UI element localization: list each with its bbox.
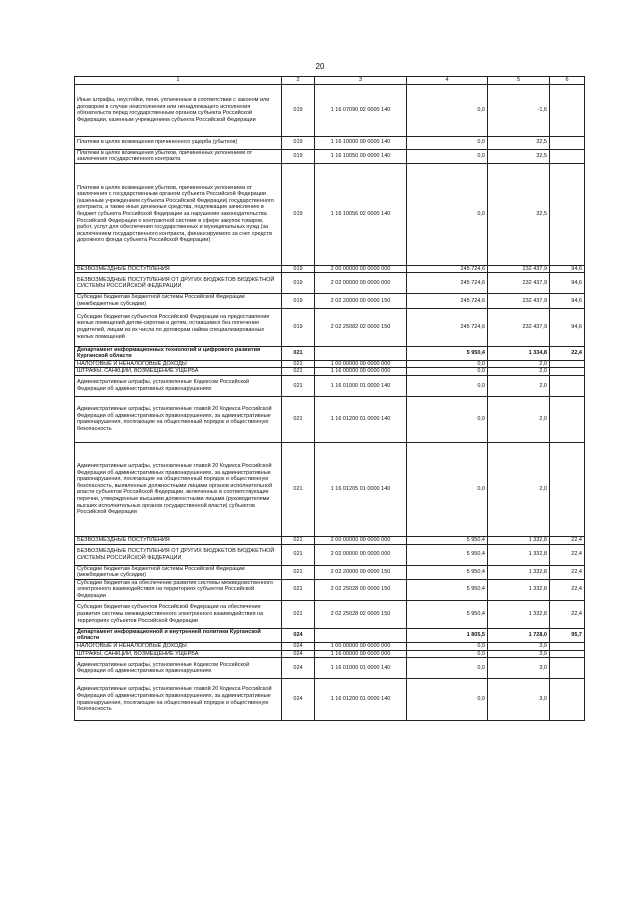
admin-code: 021: [282, 346, 315, 360]
budget-classification-code: 2 02 00000 00 0000 000: [315, 544, 407, 565]
budget-classification-code: 1 16 00000 00 0000 000: [315, 368, 407, 376]
table-row: [75, 642, 585, 650]
execution-percent: 22,4: [550, 346, 585, 360]
admin-code: 024: [282, 679, 315, 721]
execution-percent: 95,7: [550, 628, 585, 642]
admin-code: 021: [282, 536, 315, 544]
table-row: [75, 294, 585, 308]
planned-amount: 245 724,6: [407, 265, 488, 273]
actual-amount: 232 437,9: [488, 273, 550, 294]
admin-code: 019: [282, 308, 315, 346]
page-number: 20: [315, 62, 325, 71]
budget-classification-code: 2 02 25082 02 0000 150: [315, 308, 407, 346]
actual-amount: 1 332,8: [488, 544, 550, 565]
admin-code: 021: [282, 544, 315, 565]
row-name: Субсидии бюджетам на обеспечение развития системы межведомственного электронного взаимодействия на территориях субъектов Российской Федерации: [75, 579, 282, 600]
actual-amount: 2,0: [488, 375, 550, 396]
planned-amount: 5 950,4: [407, 600, 488, 628]
budget-classification-code: 1 00 00000 00 0000 000: [315, 360, 407, 368]
budget-classification-code: [315, 346, 407, 360]
budget-classification-code: 2 00 00000 00 0000 000: [315, 265, 407, 273]
execution-percent: [550, 84, 585, 136]
row-name: Субсидии бюджетам субъектов Российской Федерации на обеспечение развития системы межведомственного электронного взаимодействия на территориях субъектов Российской Федерации: [75, 600, 282, 628]
row-name: ШТРАФЫ, САНКЦИИ, ВОЗМЕЩЕНИЕ УЩЕРБА: [75, 368, 282, 376]
table-row: [75, 84, 585, 136]
planned-amount: 5 950,4: [407, 579, 488, 600]
column-number: 5: [488, 77, 550, 85]
planned-amount: 0,0: [407, 679, 488, 721]
column-number-row: [75, 77, 585, 85]
row-name: Административные штрафы, установленные главой 20 Кодекса Российской Федерации об административных правонарушениях, за административные правонарушения, посягающие на общественный порядок и общественную безопасность, выявленные должностными лицами органов исполнительной власти субъектов Российской Федерации, включенных в соответствующие перечни, утвержденные высшими должностными лицами (руководителями высших исполнительных органов государственной власти) субъектов Российской Федерации: [75, 442, 282, 536]
actual-amount: 232 437,9: [488, 308, 550, 346]
row-name: НАЛОГОВЫЕ И НЕНАЛОГОВЫЕ ДОХОДЫ: [75, 642, 282, 650]
table-row: [75, 149, 585, 163]
table-row: [75, 273, 585, 294]
planned-amount: 0,0: [407, 149, 488, 163]
actual-amount: 3,0: [488, 642, 550, 650]
execution-percent: [550, 360, 585, 368]
row-name: Субсидии бюджетам бюджетной системы Российской Федерации (межбюджетные субсидии): [75, 294, 282, 308]
row-name: Департамент информационных технологий и цифрового развития Курганской области: [75, 346, 282, 360]
planned-amount: 0,0: [407, 658, 488, 679]
admin-code: 021: [282, 565, 315, 579]
actual-amount: -1,6: [488, 84, 550, 136]
execution-percent: [550, 658, 585, 679]
actual-amount: 1 332,8: [488, 565, 550, 579]
execution-percent: [550, 163, 585, 265]
actual-amount: 32,5: [488, 136, 550, 149]
planned-amount: 0,0: [407, 375, 488, 396]
execution-percent: [550, 650, 585, 658]
row-name: Платежи в целях возмещения убытков, причиненных уклонением от заключения с государственным органом субъекта Российской Федерации (казенным учреждением субъекта Российской Федерации) государственного контракта, а также иные денежные средства, подлежащие зачислению в бюджет субъекта Российской Федерации за нарушение законодательства Российской Федерации о контрактной системе в сфере закупок товаров, работ, услуг для обеспечения государственных и муниципальных нужд (за исключением государственного контракта, финансируемого за счет средств дорожного фонда субъекта Российской Федерации): [75, 163, 282, 265]
admin-code: 024: [282, 650, 315, 658]
table-row: [75, 396, 585, 442]
planned-amount: 5 950,4: [407, 544, 488, 565]
planned-amount: 245 724,6: [407, 273, 488, 294]
budget-classification-code: 1 16 10000 00 0000 140: [315, 136, 407, 149]
actual-amount: 2,0: [488, 368, 550, 376]
budget-classification-code: 2 02 25028 00 0000 150: [315, 579, 407, 600]
row-name: Административные штрафы, установленные главой 20 Кодекса Российской Федерации об административных правонарушениях, за административные правонарушения, посягающие на общественный порядок и общественную безопасность: [75, 396, 282, 442]
admin-code: 021: [282, 600, 315, 628]
table-row: [75, 650, 585, 658]
budget-classification-code: 1 16 01200 01 0000 140: [315, 396, 407, 442]
execution-percent: 94,6: [550, 273, 585, 294]
row-name: Субсидии бюджетам субъектов Российской Федерации на предоставление жилых помещений детям-сиротам и детям, оставшимся без попечения родителей, лицам из их числа по договорам найма специализированных жилых помещений: [75, 308, 282, 346]
table-row: [75, 265, 585, 273]
execution-percent: 22,4: [550, 579, 585, 600]
column-number: 4: [407, 77, 488, 85]
table-body: [75, 84, 585, 721]
table-row: [75, 600, 585, 628]
table-row: [75, 163, 585, 265]
planned-amount: 5 950,4: [407, 346, 488, 360]
table-row: [75, 679, 585, 721]
admin-code: 024: [282, 628, 315, 642]
planned-amount: 245 724,6: [407, 294, 488, 308]
table-row: [75, 579, 585, 600]
execution-percent: 94,6: [550, 265, 585, 273]
planned-amount: 245 724,6: [407, 308, 488, 346]
row-name: Платежи в целях возмещения убытков, причиненных уклонением от заключения государственного контракта: [75, 149, 282, 163]
budget-classification-code: 1 16 01205 01 0000 140: [315, 442, 407, 536]
row-name: Платежи в целях возмещения причиненного ущерба (убытков): [75, 136, 282, 149]
planned-amount: 0,0: [407, 136, 488, 149]
table-row: [75, 658, 585, 679]
admin-code: 019: [282, 294, 315, 308]
admin-code: 021: [282, 360, 315, 368]
admin-code: 024: [282, 642, 315, 650]
budget-classification-code: 1 16 10056 02 0000 140: [315, 163, 407, 265]
actual-amount: 1 334,8: [488, 346, 550, 360]
budget-classification-code: 1 16 07090 02 0000 140: [315, 84, 407, 136]
table-row: [75, 136, 585, 149]
row-name: ШТРАФЫ, САНКЦИИ, ВОЗМЕЩЕНИЕ УЩЕРБА: [75, 650, 282, 658]
planned-amount: 0,0: [407, 163, 488, 265]
budget-classification-code: 1 16 00000 00 0000 000: [315, 650, 407, 658]
execution-percent: 22,4: [550, 544, 585, 565]
admin-code: 019: [282, 149, 315, 163]
planned-amount: 0,0: [407, 396, 488, 442]
budget-classification-code: 2 02 20000 00 0000 150: [315, 294, 407, 308]
actual-amount: 32,5: [488, 163, 550, 265]
actual-amount: 2,0: [488, 442, 550, 536]
row-name: БЕЗВОЗМЕЗДНЫЕ ПОСТУПЛЕНИЯ ОТ ДРУГИХ БЮДЖЕТОВ БЮДЖЕТНОЙ СИСТЕМЫ РОССИЙСКОЙ ФЕДЕРАЦИИ: [75, 273, 282, 294]
execution-percent: [550, 368, 585, 376]
row-name: Субсидии бюджетам бюджетной системы Российской Федерации (межбюджетные субсидии): [75, 565, 282, 579]
admin-code: 021: [282, 375, 315, 396]
table-row: [75, 368, 585, 376]
actual-amount: 2,0: [488, 360, 550, 368]
row-name: БЕЗВОЗМЕЗДНЫЕ ПОСТУПЛЕНИЯ: [75, 536, 282, 544]
actual-amount: 3,0: [488, 679, 550, 721]
actual-amount: 2,0: [488, 396, 550, 442]
row-name: НАЛОГОВЫЕ И НЕНАЛОГОВЫЕ ДОХОДЫ: [75, 360, 282, 368]
execution-percent: [550, 136, 585, 149]
admin-code: 024: [282, 658, 315, 679]
table-row: [75, 308, 585, 346]
budget-classification-code: 1 16 01200 01 0000 140: [315, 679, 407, 721]
table-row: [75, 442, 585, 536]
row-name: Административные штрафы, установленные Кодексом Российской Федерации об административных правонарушениях: [75, 375, 282, 396]
execution-percent: [550, 679, 585, 721]
execution-percent: 94,6: [550, 294, 585, 308]
admin-code: 021: [282, 396, 315, 442]
admin-code: 019: [282, 265, 315, 273]
admin-code: 021: [282, 368, 315, 376]
planned-amount: 0,0: [407, 442, 488, 536]
budget-classification-code: 2 02 00000 00 0000 000: [315, 273, 407, 294]
admin-code: 019: [282, 136, 315, 149]
actual-amount: 3,0: [488, 658, 550, 679]
actual-amount: 232 437,9: [488, 294, 550, 308]
planned-amount: 5 950,4: [407, 536, 488, 544]
row-name: Административные штрафы, установленные Кодексом Российской Федерации об административных правонарушениях: [75, 658, 282, 679]
execution-percent: [550, 396, 585, 442]
planned-amount: 0,0: [407, 84, 488, 136]
row-name: Департамент информационной и внутренней политики Курганской области: [75, 628, 282, 642]
budget-classification-code: [315, 628, 407, 642]
admin-code: 019: [282, 84, 315, 136]
table-row: [75, 346, 585, 360]
budget-classification-code: 2 02 20000 00 0000 150: [315, 565, 407, 579]
planned-amount: 0,0: [407, 642, 488, 650]
actual-amount: 32,5: [488, 149, 550, 163]
planned-amount: 0,0: [407, 360, 488, 368]
budget-classification-code: 1 00 00000 00 0000 000: [315, 642, 407, 650]
actual-amount: 3,0: [488, 650, 550, 658]
execution-percent: 22,4: [550, 536, 585, 544]
planned-amount: 0,0: [407, 650, 488, 658]
table-row: [75, 628, 585, 642]
actual-amount: 1 728,0: [488, 628, 550, 642]
column-number: 6: [550, 77, 585, 85]
execution-percent: [550, 642, 585, 650]
budget-classification-code: 2 02 25028 02 0000 150: [315, 600, 407, 628]
budget-classification-code: 1 16 01000 01 0000 140: [315, 658, 407, 679]
table-row: [75, 565, 585, 579]
execution-percent: [550, 149, 585, 163]
execution-percent: 22,4: [550, 565, 585, 579]
budget-revenue-table: [74, 76, 585, 721]
column-number: 2: [282, 77, 315, 85]
table-row: [75, 544, 585, 565]
actual-amount: 232 437,9: [488, 265, 550, 273]
planned-amount: 0,0: [407, 368, 488, 376]
table-row: [75, 536, 585, 544]
column-number: 1: [75, 77, 282, 85]
table-row: [75, 375, 585, 396]
actual-amount: 1 332,8: [488, 579, 550, 600]
execution-percent: [550, 442, 585, 536]
budget-classification-code: 2 00 00000 00 0000 000: [315, 536, 407, 544]
row-name: Административные штрафы, установленные главой 20 Кодекса Российской Федерации об административных правонарушениях, за административные правонарушения, посягающие на общественный порядок и общественную безопасность: [75, 679, 282, 721]
planned-amount: 5 950,4: [407, 565, 488, 579]
row-name: БЕЗВОЗМЕЗДНЫЕ ПОСТУПЛЕНИЯ: [75, 265, 282, 273]
budget-classification-code: 1 16 10050 00 0000 140: [315, 149, 407, 163]
row-name: БЕЗВОЗМЕЗДНЫЕ ПОСТУПЛЕНИЯ ОТ ДРУГИХ БЮДЖЕТОВ БЮДЖЕТНОЙ СИСТЕМЫ РОССИЙСКОЙ ФЕДЕРАЦИИ: [75, 544, 282, 565]
execution-percent: [550, 375, 585, 396]
actual-amount: 1 332,8: [488, 536, 550, 544]
execution-percent: 94,6: [550, 308, 585, 346]
execution-percent: 22,4: [550, 600, 585, 628]
planned-amount: 1 805,5: [407, 628, 488, 642]
actual-amount: 1 332,8: [488, 600, 550, 628]
table-row: [75, 360, 585, 368]
column-number: 3: [315, 77, 407, 85]
admin-code: 019: [282, 273, 315, 294]
row-name: Иные штрафы, неустойки, пени, уплаченные в соответствии с законом или договором в случае неисполнения или ненадлежащего исполнения обязательств перед государственным органом субъекта Российской Федерации, казенным учреждением субъекта Российской Федерации: [75, 84, 282, 136]
admin-code: 021: [282, 579, 315, 600]
budget-classification-code: 1 16 01000 01 0000 140: [315, 375, 407, 396]
admin-code: 019: [282, 163, 315, 265]
admin-code: 021: [282, 442, 315, 536]
